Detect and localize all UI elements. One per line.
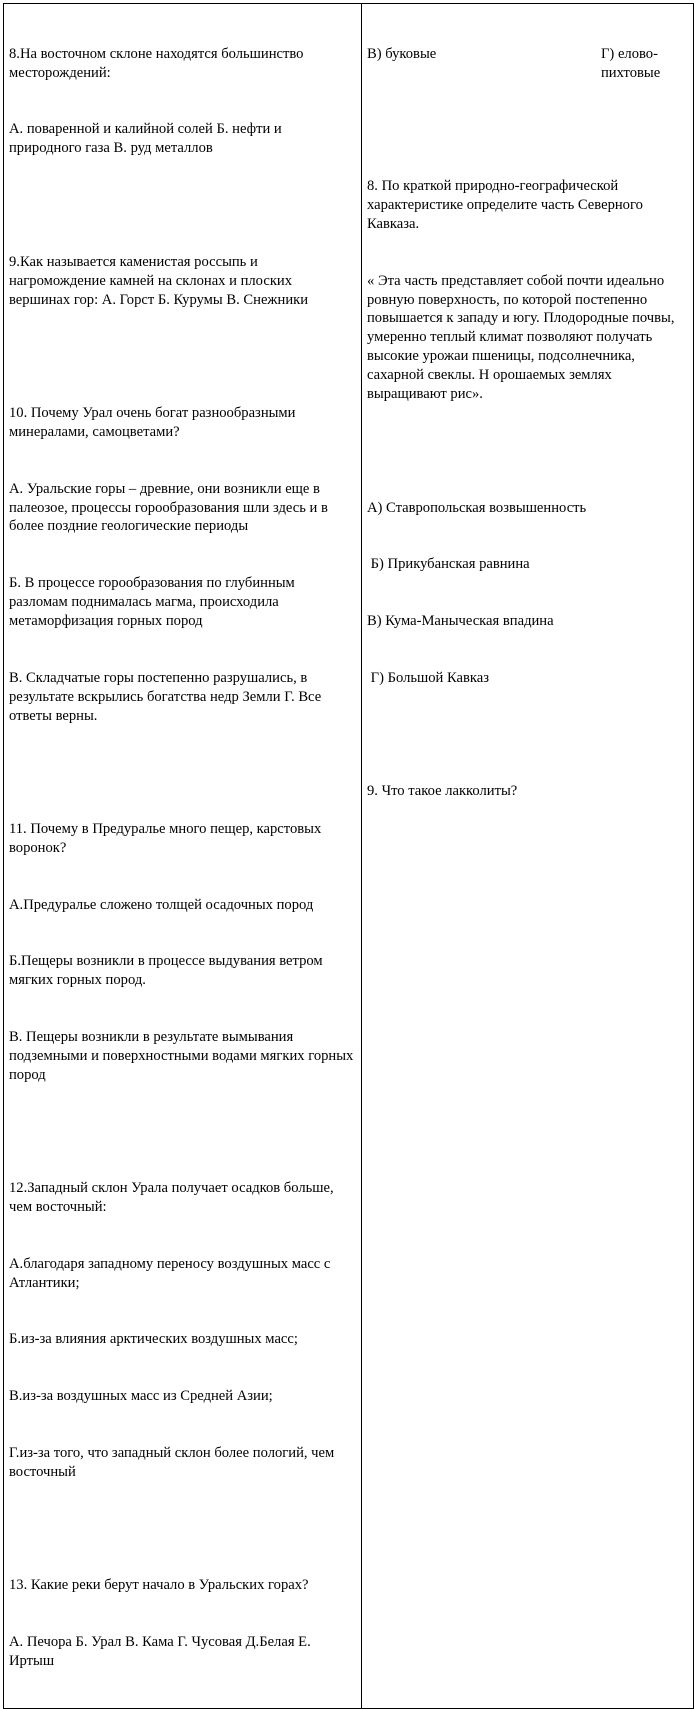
question-13-left: [9, 1538, 355, 1708]
question-text: 8. По краткой природно-географической характеристике определите часть Северного Кавказа.: [367, 178, 647, 232]
answer-options: А. Печора Б. Урал В. Кама Г. Чусовая Д.Белая Е. Иртыш: [9, 1633, 315, 1669]
question-12-left: [9, 1141, 355, 1519]
answer-option-v: В) буковые: [367, 45, 437, 62]
answer-option-v: В) Кума-Маныческая впадина: [367, 612, 554, 629]
answer-option-b: Б.Пещеры возникли в процессе выдувания ветром мягких горных пород.: [9, 953, 327, 989]
answer-options: А. поваренной и калийной солей Б. нефти и природного газа В. руд металлов: [9, 121, 286, 157]
question-text: 10. Почему Урал очень богат разнообразными минералами, самоцветами?: [9, 405, 300, 440]
answer-option-a: А) Ставропольская возвышенность: [367, 499, 587, 516]
right-column-cell: [362, 4, 694, 1709]
question-text: 9. Что такое лакколиты?: [367, 783, 518, 800]
question-9-right: [367, 744, 687, 839]
table-row: [4, 4, 694, 1709]
answer-option-d: Г.из-за того, что западный склон более пологий, чем восточный: [9, 1444, 338, 1480]
question-text: 12.Западный склон Урала получает осадков больше, чем восточный:: [9, 1180, 338, 1216]
answer-option-b: Б.из-за влияния арктических воздушных масс;: [9, 1331, 298, 1348]
answer-option-b: Б. В процессе горообразования по глубинным разломам поднималась магма, происходила метаморфизация горных пород: [9, 575, 299, 629]
answer-option-a: А.благодаря западному переносу воздушных масс с Атлантики;: [9, 1255, 335, 1291]
questions-table: [3, 3, 694, 1709]
answer-option-c: В.из-за воздушных масс из Средней Азии;: [9, 1388, 273, 1405]
left-column-cell: [4, 4, 362, 1709]
question-10-left: [9, 366, 355, 763]
answer-option-c: В. Складчатые горы постепенно разрушались, в результате вскрылись богатства недр Земли Г. Все ответы верны.: [9, 669, 325, 724]
question-8-right: [367, 139, 687, 442]
answer-option-a: А.Предуралье сложено толщей осадочных пород: [9, 896, 314, 913]
answer-option-b: Б) Прикубанская равнина: [367, 556, 530, 573]
question-11-left: [9, 782, 355, 1122]
question-text: 11. Почему в Предуралье много пещер, карстовых воронок?: [9, 820, 325, 856]
question-9-left: [9, 215, 355, 347]
previous-answer-options: [367, 7, 687, 120]
options-row: [367, 45, 687, 83]
question-8-options: [367, 461, 687, 726]
answer-option-c: В. Пещеры возникли в результате вымывания подземными и поверхностными водами мягких горных пород: [9, 1028, 357, 1083]
question-quote: « Эта часть представляет собой почти идеально ровную поверхность, по которой постепенно повышается к западу и югу. Плодородные почвы, умеренно теплый климат позволяют получать высокие урожаи пшеницы, подсолнечника, сахарной свеклы. Н орошаемых землях выращивают рис».: [367, 272, 679, 403]
answer-option-a: А. Уральские горы – древние, они возникли еще в палеозое, процессы горообразования шли здесь и в более поздние геологические периоды: [9, 480, 332, 535]
question-text: 8.На восточном склоне находятся большинство месторождений:: [9, 45, 308, 81]
question-8-left: [9, 7, 355, 196]
question-text: 9.Как называется каменистая россыпь и нагромождение камней на склонах и плоских вершинах гор: А. Горст Б. Курумы В. Снежники: [9, 253, 309, 308]
answer-option-g: Г) елово-пихтовые: [601, 45, 661, 81]
answer-option-g: Г) Большой Кавказ: [367, 669, 490, 686]
question-text: 13. Какие реки берут начало в Уральских горах?: [9, 1577, 309, 1594]
